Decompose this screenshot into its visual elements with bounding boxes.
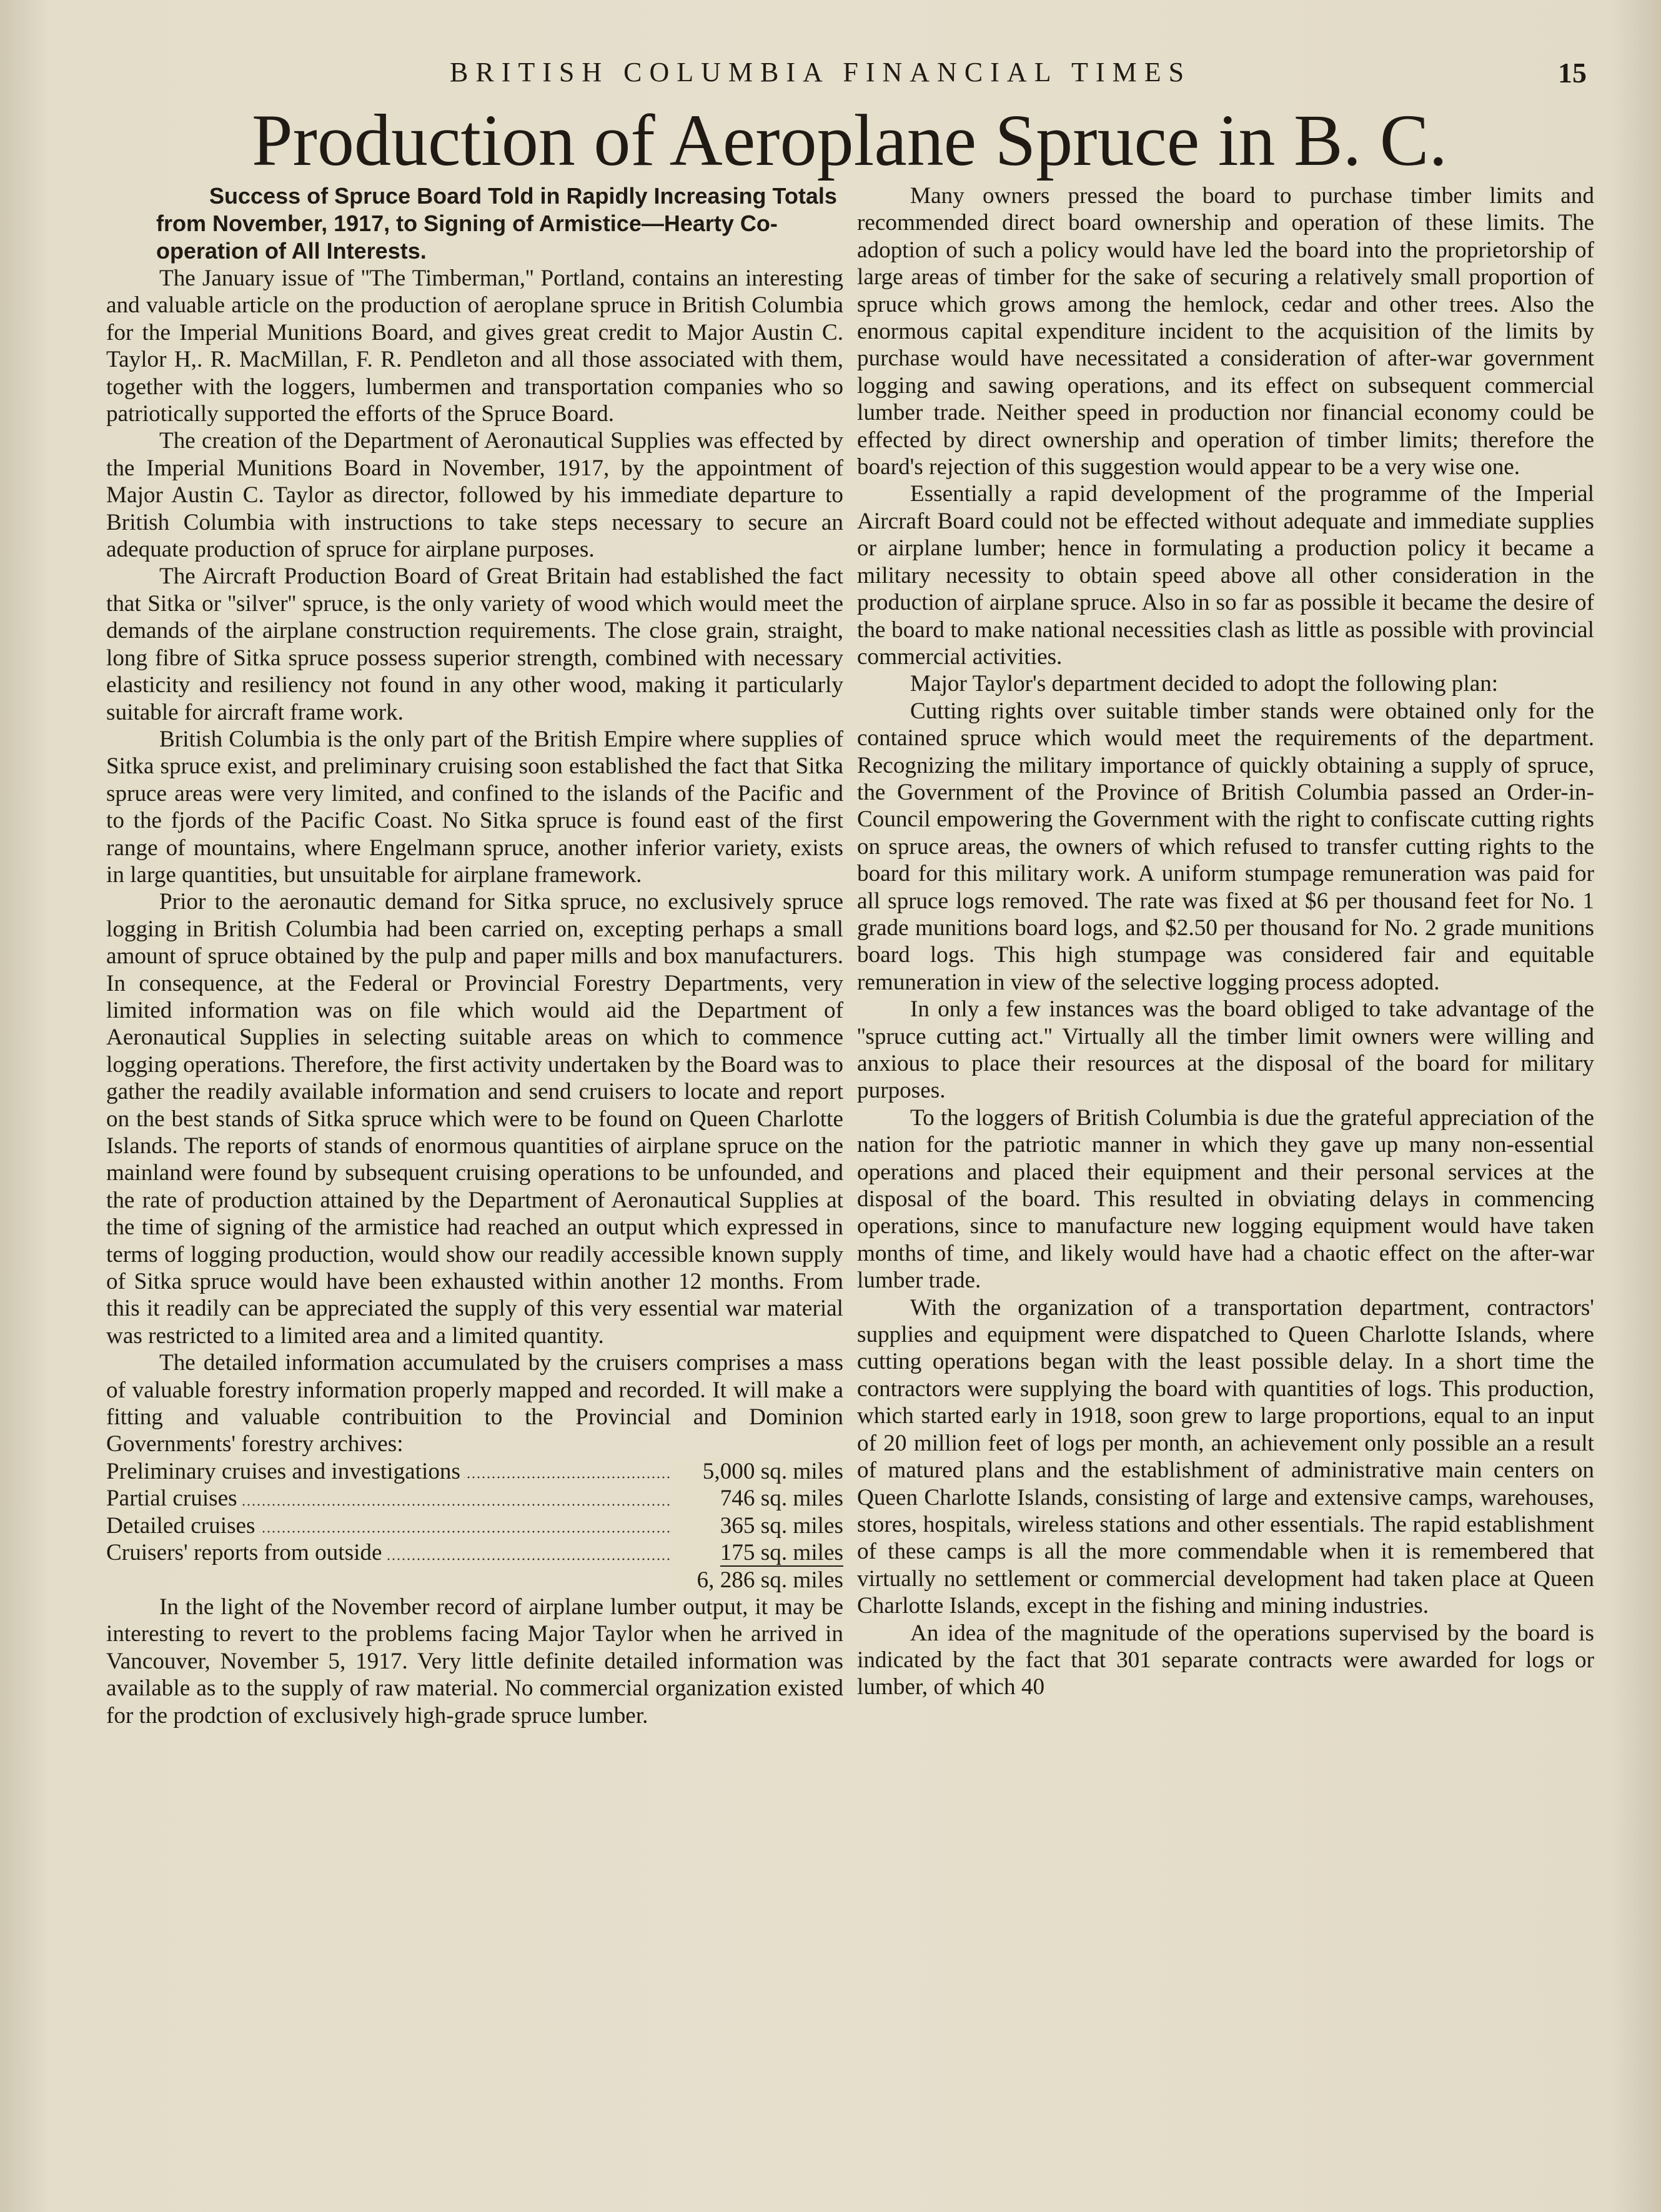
running-head <box>100 56 1599 94</box>
paragraph: Major Taylor's department decided to adopt the following plan: <box>910 671 1499 697</box>
table-total-row <box>106 1567 843 1594</box>
table-row <box>106 1458 843 1485</box>
paragraph: The detailed information accumulated by the cruisers comprises a mass of valuable forestry information properly mapped and recorded. It will make a fitting and valuable contribuition to the Provincial and Dominion Governments' forestry archives: <box>106 1350 843 1457</box>
cruise-value <box>671 1539 843 1566</box>
paragraph: Essentially a rapid development of the programme of the Imperial Aircraft Board could not be effected without adequate and immediate supplies or airplane lumber; hence in formulating a production policy it became a military necessity to obtain speed above all other consideration in the production of airplane spruce. Also in so far as possible it became the desire of the board to make national necessities clash as little as possible with provincial commercial activities. <box>857 481 1594 670</box>
article-headline: Production of Aeroplane Spruce in B. C. <box>252 99 1447 181</box>
page-number: 15 <box>1558 57 1587 89</box>
cruise-value-text: 746 sq. miles <box>720 1485 843 1512</box>
cruise-label: Cruisers' reports from outside <box>106 1540 386 1565</box>
cruise-label: Preliminary cruises and investigations <box>106 1459 464 1484</box>
cruise-label-cell <box>106 1485 671 1512</box>
journal-title: BRITISH COLUMBIA FINANCIAL TIMES <box>450 57 1192 87</box>
cruise-value <box>671 1458 843 1485</box>
paragraph: The January issue of ''The Timberman,'' Portland, contains an interesting and valuable article on the production of aeroplane spruce in British Columbia for the Imperial Munitions Board, and gives great credit to Major Austin C. Taylor H,. R. MacMillan, F. R. Pendleton and all those associated with them, together with the loggers, lumbermen and transportation companies who so patriotically supported the efforts of the Spruce Board. <box>106 265 843 427</box>
cruises-total: 6, 286 sq. miles <box>671 1567 843 1594</box>
paragraph: The creation of the Department of Aeronautical Supplies was effected by the Imperial Munitions Board in November, 1917, by the appointment of Major Austin C. Taylor as director, followed by his immediate departure to British Columbia with instructions to take steps necessary to secure an adequate production of spruce for airplane purposes. <box>106 428 843 563</box>
paragraph: An idea of the magnitude of the operations supervised by the board is indicated by the fact that 301 separate contracts were awarded for logs or lumber, of which 40 <box>857 1620 1594 1700</box>
paragraph: Cutting rights over suitable timber stands were obtained only for the contained spruce which would meet the requirements of the department. Recognizing the military importance of quickly obtaining a supply of spruce, the Government of the Province of British Columbia passed an Order-in-Council empowering the Government with the right to confiscate cutting rights on spruce areas, the owners of which refused to transfer cutting rights to the board for this military work. A uniform stumpage remuneration was paid for all spruce logs removed. The rate was fixed at $6 per thousand feet for No. 1 grade munitions board logs, and $2.50 per thousand for No. 2 grade munitions board logs. This high stumpage was considered fair and equitable remuneration in view of the selective logging process adopted. <box>857 698 1594 995</box>
paragraph: To the loggers of British Columbia is due the grateful appreciation of the nation for the patriotic manner in which they gave up many non-essential operations and placed their equipment and their personal services at the disposal of the board. This resulted in obviating delays in commencing operations, since to manufacture new logging equipment would have taken months of time, and likely would have had a chaotic effect on the after-war lumber trade. <box>857 1104 1594 1294</box>
total-spacer <box>106 1567 671 1594</box>
cruise-label-cell <box>106 1512 671 1539</box>
right-column <box>857 182 1594 2200</box>
paragraph: Many owners pressed the board to purchase timber limits and recommended direct board ownership and operation of these limits. The adoption of such a policy would have led the board into the proprietorship of large areas of timber for the sake of securing a relatively small proportion of spruce which grows among the hemlock, cedar and other trees. Also the enormous capital expenditure incident to the acquisition of the limits by purchase would have necessitated a consideration of after-war government logging and sawing operations, and its effect on subsequent commercial lumber trade. Neither speed in production nor financial economy could be effected by direct ownership and operation of timber limits; therefore the board's rejection of this suggestion would appear to be a very wise one. <box>857 183 1594 480</box>
left-column <box>106 182 843 2200</box>
cruise-label-cell <box>106 1458 671 1485</box>
cruise-value <box>671 1512 843 1539</box>
paragraph: In only a few instances was the board obliged to take advantage of the ''spruce cutting act.'' Virtually all the timber limit owners were willing and anxious to place their resources at the disposal of the board for military purposes. <box>857 996 1594 1104</box>
paragraph: In the light of the November record of airplane lumber output, it may be interesting to revert to the problems facing Major Taylor when he arrived in Vancouver, November 5, 1917. Very little definite detailed information was available as to the supply of raw material. No commercial organization existed for the prodction of exclusively high-grade spruce lumber. <box>106 1594 843 1728</box>
paragraph: With the organization of a transportation department, contractors' supplies and equipment were dispatched to Queen Charlotte Islands, where cutting operations began with the least possible delay. In a short time the contractors were supplying the board with quantities of logs. This production, which started early in 1918, soon grew to large proportions, equal to an input of 20 million feet of logs per month, an achievement only possible an a result of matured plans and the establishment of administrative main centers on Queen Charlotte Islands, consisting of large and extensive camps, warehouses, stores, hospitals, wireless stations and other essentials. The rapid establishment of these camps is all the more commendable when it is remembered that virtually no settlement or commercial development had taken place at Queen Charlotte Islands, except in the fishing and mining industries. <box>857 1294 1594 1619</box>
cruise-value <box>671 1485 843 1512</box>
table-row <box>106 1485 843 1512</box>
paragraph: Prior to the aeronautic demand for Sitka spruce, no exclusively spruce logging in British Columbia had been carried on, excepting perhaps a small amount of spruce obtained by the pulp and paper mills and box manufacturers. In consequence, at the Federal or Provincial Forestry Departments, very limited information was on file which would aid the Department of Aeronautical Supplies in selecting suitable areas on which to commence logging operations. Therefore, the first activity undertaken by the Board was to gather the readily available information and send cruisers to locate and report on the best stands of Sitka spruce which were to be found on Queen Charlotte Islands. The reports of stands of enormous quantities of airplane spruce on the mainland were found by subsequent cruising operations to be unfounded, and the rate of production attained by the Department of Aeronautical Supplies at the time of signing of the armistice had reached an output which expressed in terms of logging production, would show our readily accessible known supply of Sitka spruce would have been exhausted within another 12 months. From this it readily can be appreciated the supply of this very essential war material was restricted to a limited area and a limited quantity. <box>106 889 843 1349</box>
article-deck: Success of Spruce Board Told in Rapidly Increasing Totals from November, 1917, to Signing of Armistice—Hearty Co-operation of All Interests. <box>156 183 837 264</box>
paragraph: British Columbia is the only part of the British Empire where supplies of Sitka spruce exist, and preliminary cruising soon established the fact that Sitka spruce areas were very limited, and confined to the islands of the Pacific and to the fjords of the Pacific Coast. No Sitka spruce is found east of the first range of mountains, where Engelmann spruce, another inferior variety, exists in large quantities, but unsuitable for airplane framework. <box>106 726 843 888</box>
table-row <box>106 1512 843 1539</box>
cruise-label: Partial cruises <box>106 1485 241 1511</box>
table-row <box>106 1539 843 1566</box>
cruise-value-text: 5,000 sq. miles <box>702 1458 843 1484</box>
cruise-label-cell <box>106 1539 671 1566</box>
cruise-label: Detailed cruises <box>106 1513 259 1539</box>
cruises-table <box>106 1458 843 1594</box>
cruise-value-text: 175 sq. miles <box>720 1540 843 1566</box>
cruise-value-text: 365 sq. miles <box>720 1512 843 1539</box>
paragraph: The Aircraft Production Board of Great Britain had established the fact that Sitka or ''silver'' spruce, is the only variety of wood which would meet the demands of the airplane construction requirements. The close grain, straight, long fibre of Sitka spruce possess superior strength, combined with necessary elasticity and resiliency not found in any other wood, making it particularly suitable for aircraft frame work. <box>106 563 843 725</box>
